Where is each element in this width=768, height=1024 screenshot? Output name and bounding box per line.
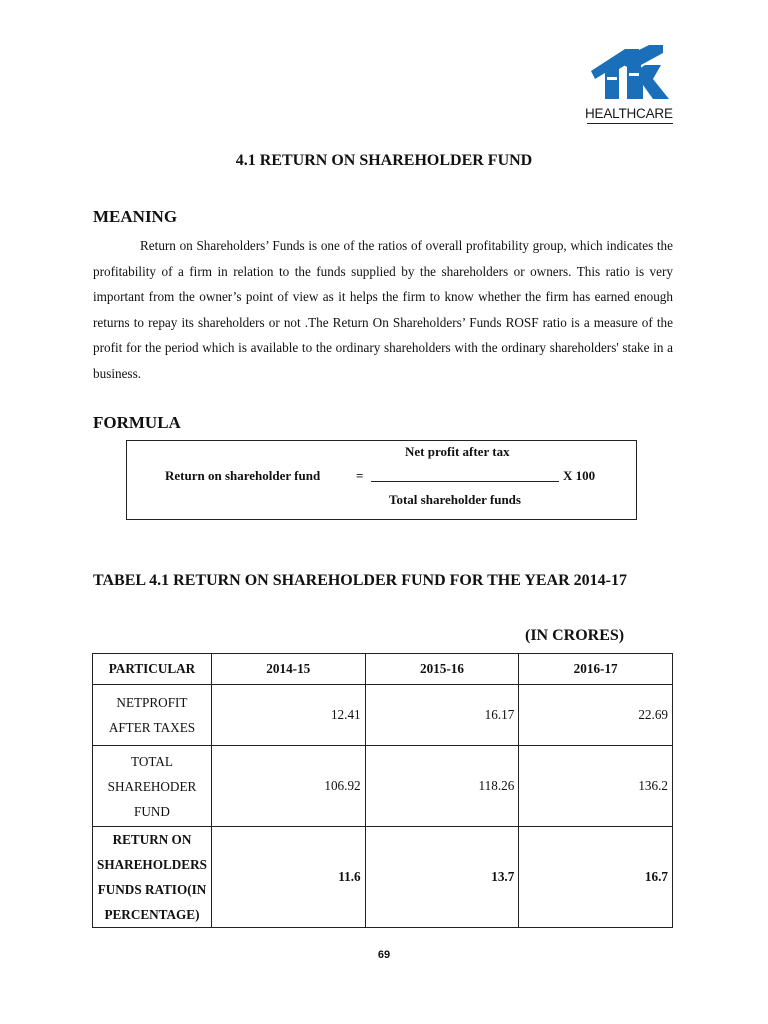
table-cell: 106.92 (211, 746, 365, 827)
section-title: 4.1 RETURN ON SHAREHOLDER FUND (235, 152, 533, 169)
table-cell: 16.17 (365, 685, 519, 746)
formula-multiplier: X 100 (563, 468, 596, 483)
table-cell: 13.7 (365, 827, 519, 928)
company-logo (585, 43, 675, 127)
table-cell: 11.6 (211, 827, 365, 928)
formula-heading: FORMULA (93, 413, 181, 432)
meaning-text: Return on Shareholders’ Funds is one of the ratios of overall profitability group, which indicates the profitability of a firm in relation to the funds supplied by the shareholders or owners. This ratio is very important from the owner’s point of view as it helps the firm to know whether the firm has earned enough returns to repay its shareholders or not .The Return On Shareholders’ Funds ROSF ratio is a measure of the profit for the period which is available to the ordinary shareholders with the ordinary shareholders' stake in a business. (93, 238, 673, 381)
table-row (93, 827, 673, 928)
meaning-heading: MEANING (93, 207, 178, 226)
formula-numerator: Net profit after tax (405, 444, 510, 459)
row-label: RETURN ON SHAREHOLDERS FUNDS RATIO(IN PERCENTAGE) (93, 827, 212, 928)
ttk-logo-icon (589, 43, 673, 103)
row-label: TOTAL SHAREHODER FUND (93, 746, 212, 827)
table-header-row (93, 654, 673, 685)
logo-wordmark: HEALTHCARE (585, 106, 673, 121)
column-header: 2014-15 (211, 654, 365, 685)
formula-equals: = (356, 468, 364, 483)
table-cell: 136.2 (519, 746, 673, 827)
table-units: (IN CRORES) (525, 627, 625, 644)
table-cell: 22.69 (519, 685, 673, 746)
formula-box (126, 440, 637, 520)
row-label: NETPROFIT AFTER TAXES (93, 685, 212, 746)
page-number: 69 (377, 949, 391, 961)
table-row (93, 685, 673, 746)
column-header: PARTICULAR (93, 654, 212, 685)
table-cell: 12.41 (211, 685, 365, 746)
formula-denominator: Total shareholder funds (389, 492, 521, 507)
table-cell: 118.26 (365, 746, 519, 827)
meaning-paragraph (93, 233, 673, 386)
column-header: 2015-16 (365, 654, 519, 685)
formula-fraction-bar (371, 481, 559, 482)
table-title: TABEL 4.1 RETURN ON SHAREHOLDER FUND FOR THE YEAR 2014-17 (93, 572, 627, 589)
logo-underline (587, 123, 673, 124)
table-row (93, 746, 673, 827)
column-header: 2016-17 (519, 654, 673, 685)
table-cell: 16.7 (519, 827, 673, 928)
ratio-table (92, 653, 673, 928)
formula-lhs: Return on shareholder fund (165, 468, 321, 483)
